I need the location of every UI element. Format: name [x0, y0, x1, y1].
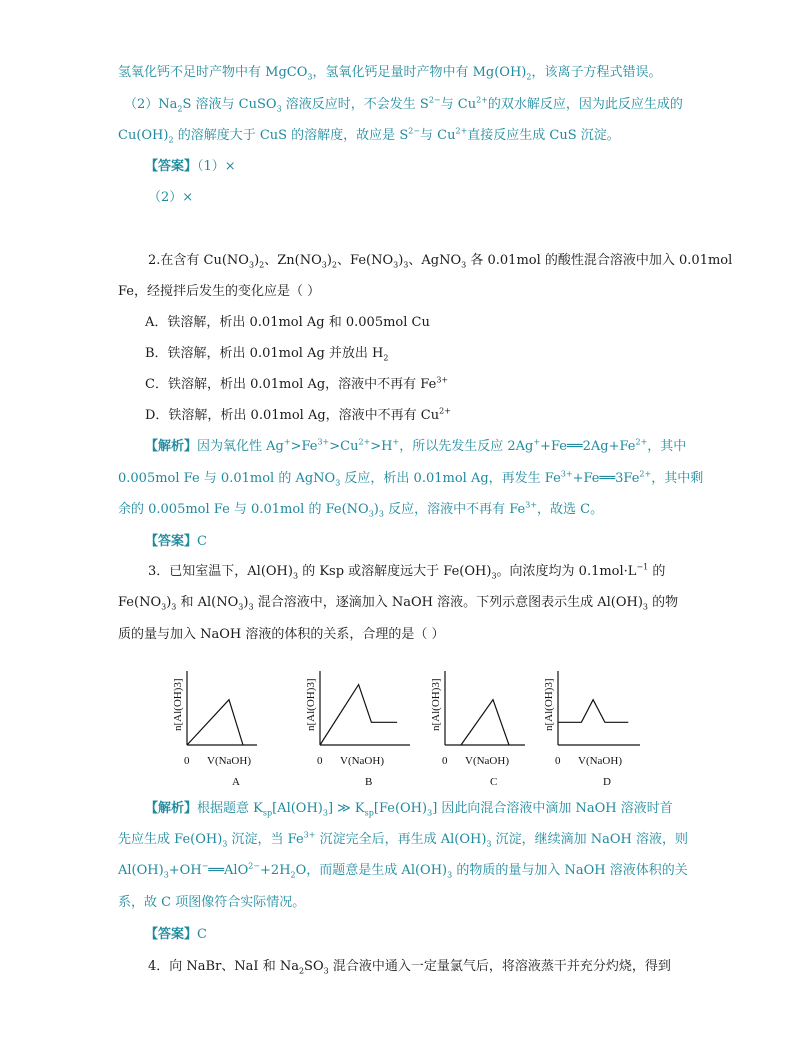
plot-d-ylabel: n[Al(OH)3]: [543, 678, 555, 731]
plot-c-series-line: [461, 700, 509, 745]
q1-answer: 【答案】（1）×: [145, 159, 236, 174]
plot-d-series-line: [558, 700, 628, 723]
q1-part2-line2: $Cu(OH)_2$ 的溶解度大于 CuS 的溶解度，故应是 $S^{2-}$与 $Cu^{2+}$直接反应生成 CuS 沉淀。: [118, 126, 620, 145]
q2-analysis-line2: 0.005mol Fe 与 0.01mol 的 AgNO$_3$ 反应，析出 0.01mol Ag，再发生 $Fe^{3+}+Fe══3Fe^{2+}$，其中剩: [118, 469, 704, 488]
q2-option-b: B．铁溶解，析出 0.01mol Ag 并放出 $H_2$: [145, 346, 389, 363]
q1-answer-2: （2）×: [148, 190, 194, 205]
q3-analysis-line1: 【解析】根据题意 $K_{sp}[Al(OH)_3]$ ≫ $K_{sp}[Fe(OH)_3]$ 因此向混合溶液中滴加 NaOH 溶液时首: [145, 801, 673, 818]
q2-answer: 【答案】C: [145, 534, 207, 549]
plot-d-letter: D: [603, 776, 611, 788]
q2-option-a: A．铁溶解，析出 0.01mol Ag 和 0.005mol Cu: [145, 315, 430, 330]
q2-option-d: D．铁溶解，析出 0.01mol Ag，溶液中不再有 $Cu^{2+}$: [145, 406, 451, 423]
q2-analysis-line3: 余的 0.005mol Fe 与 0.01mol 的 $Fe(NO_3)_3$ 反应，溶液中不再有 $Fe^{3+}$，故选 C。: [118, 500, 604, 519]
q3-analysis-line3: $Al(OH)_3+OH^-══AlO^{2-}+2H_2O$，而题意是生成 $Al(OH)_3$ 的物质的量与加入 NaOH 溶液体积的关: [118, 861, 688, 880]
q3-stem-line2: $Fe(NO_3)_3$ 和 $Al(NO_3)_3$ 混合溶液中，逐滴加入 NaOH 溶液。下列示意图表示生成 $Al(OH)_3$ 的物: [118, 595, 679, 612]
q2-stem-line1: 2.在含有 $Cu(NO_3)_2$、$Zn(NO_3)_2$、$Fe(NO_3)_3$、AgNO$_3$ 各 0.01mol 的酸性混合溶液中加入 0.01mol: [148, 253, 733, 270]
q1-analysis-continuation: 氢氧化钙不足时产物中有 MgCO$_3$，氢氧化钙足量时产物中有 $Mg(OH)_2$，该离子方程式错误。: [118, 65, 662, 82]
q4-stem: 4．向 NaBr、NaI 和 $Na_2SO_3$ 混合液中通入一定量氯气后，将溶液蒸干并充分灼烧，得到: [148, 959, 671, 976]
plot-c-ylabel: n[Al(OH)3]: [430, 678, 442, 731]
plot-c-letter: C: [490, 776, 498, 788]
plot-a-ylabel: n[Al(OH)3]: [172, 678, 184, 731]
plot-c-origin: 0: [442, 755, 448, 767]
plot-d-xlabel: V(NaOH): [578, 755, 622, 767]
plot-c-xlabel: V(NaOH): [465, 755, 509, 767]
q3-analysis-line4: 系，故 C 项图像符合实际情况。: [118, 895, 306, 910]
q3-answer: 【答案】C: [145, 927, 207, 942]
plot-b-ylabel: n[Al(OH)3]: [305, 678, 317, 731]
plot-a-origin: 0: [184, 755, 190, 767]
q1-part2-line1: $(2)Na_2S$ 溶液与 CuSO$_3$ 溶液反应时，不会发生 $S^{2-}$与 $Cu^{2+}$的双水解反应，因为此反应生成的: [124, 95, 683, 114]
q2-stem-line2: Fe，经搅拌后发生的变化应是（ ）: [118, 284, 321, 299]
q2-analysis-line1: 【解析】因为氧化性 $Ag^+>Fe^{3+}>Cu^{2+}>H^+$，所以先发生反应 $2Ag^++Fe══2Ag+Fe^{2+}$，其中: [145, 437, 687, 454]
plot-a-letter: A: [232, 776, 240, 788]
q3-stem-line3: 质的量与加入 NaOH 溶液的体积的关系，合理的是（ ）: [118, 627, 445, 642]
plot-b-series-line: [320, 685, 397, 745]
plot-a-series-line: [187, 700, 243, 745]
plot-b-origin: 0: [317, 755, 323, 767]
q3-analysis-line2: 先应生成 $Fe(OH)_3$ 沉淀，当 $Fe^{3+}$ 沉淀完全后，再生成 $Al(OH)_3$ 沉淀，继续滴加 NaOH 溶液，则: [118, 830, 689, 849]
plot-a-xlabel: V(NaOH): [207, 755, 251, 767]
plot-d-origin: 0: [555, 755, 561, 767]
plot-b-letter: B: [365, 776, 373, 788]
q2-option-c: C．铁溶解，析出 0.01mol Ag，溶液中不再有 $Fe^{3+}$: [145, 375, 449, 392]
q3-stem-line1: 3．已知室温下，$Al(OH)_3$ 的 Ksp 或溶解度远大于 $Fe(OH)_3$。向浓度均为 $0.1mol\cdot L^{-1}$ 的: [148, 562, 666, 581]
plot-b-xlabel: V(NaOH): [340, 755, 384, 767]
